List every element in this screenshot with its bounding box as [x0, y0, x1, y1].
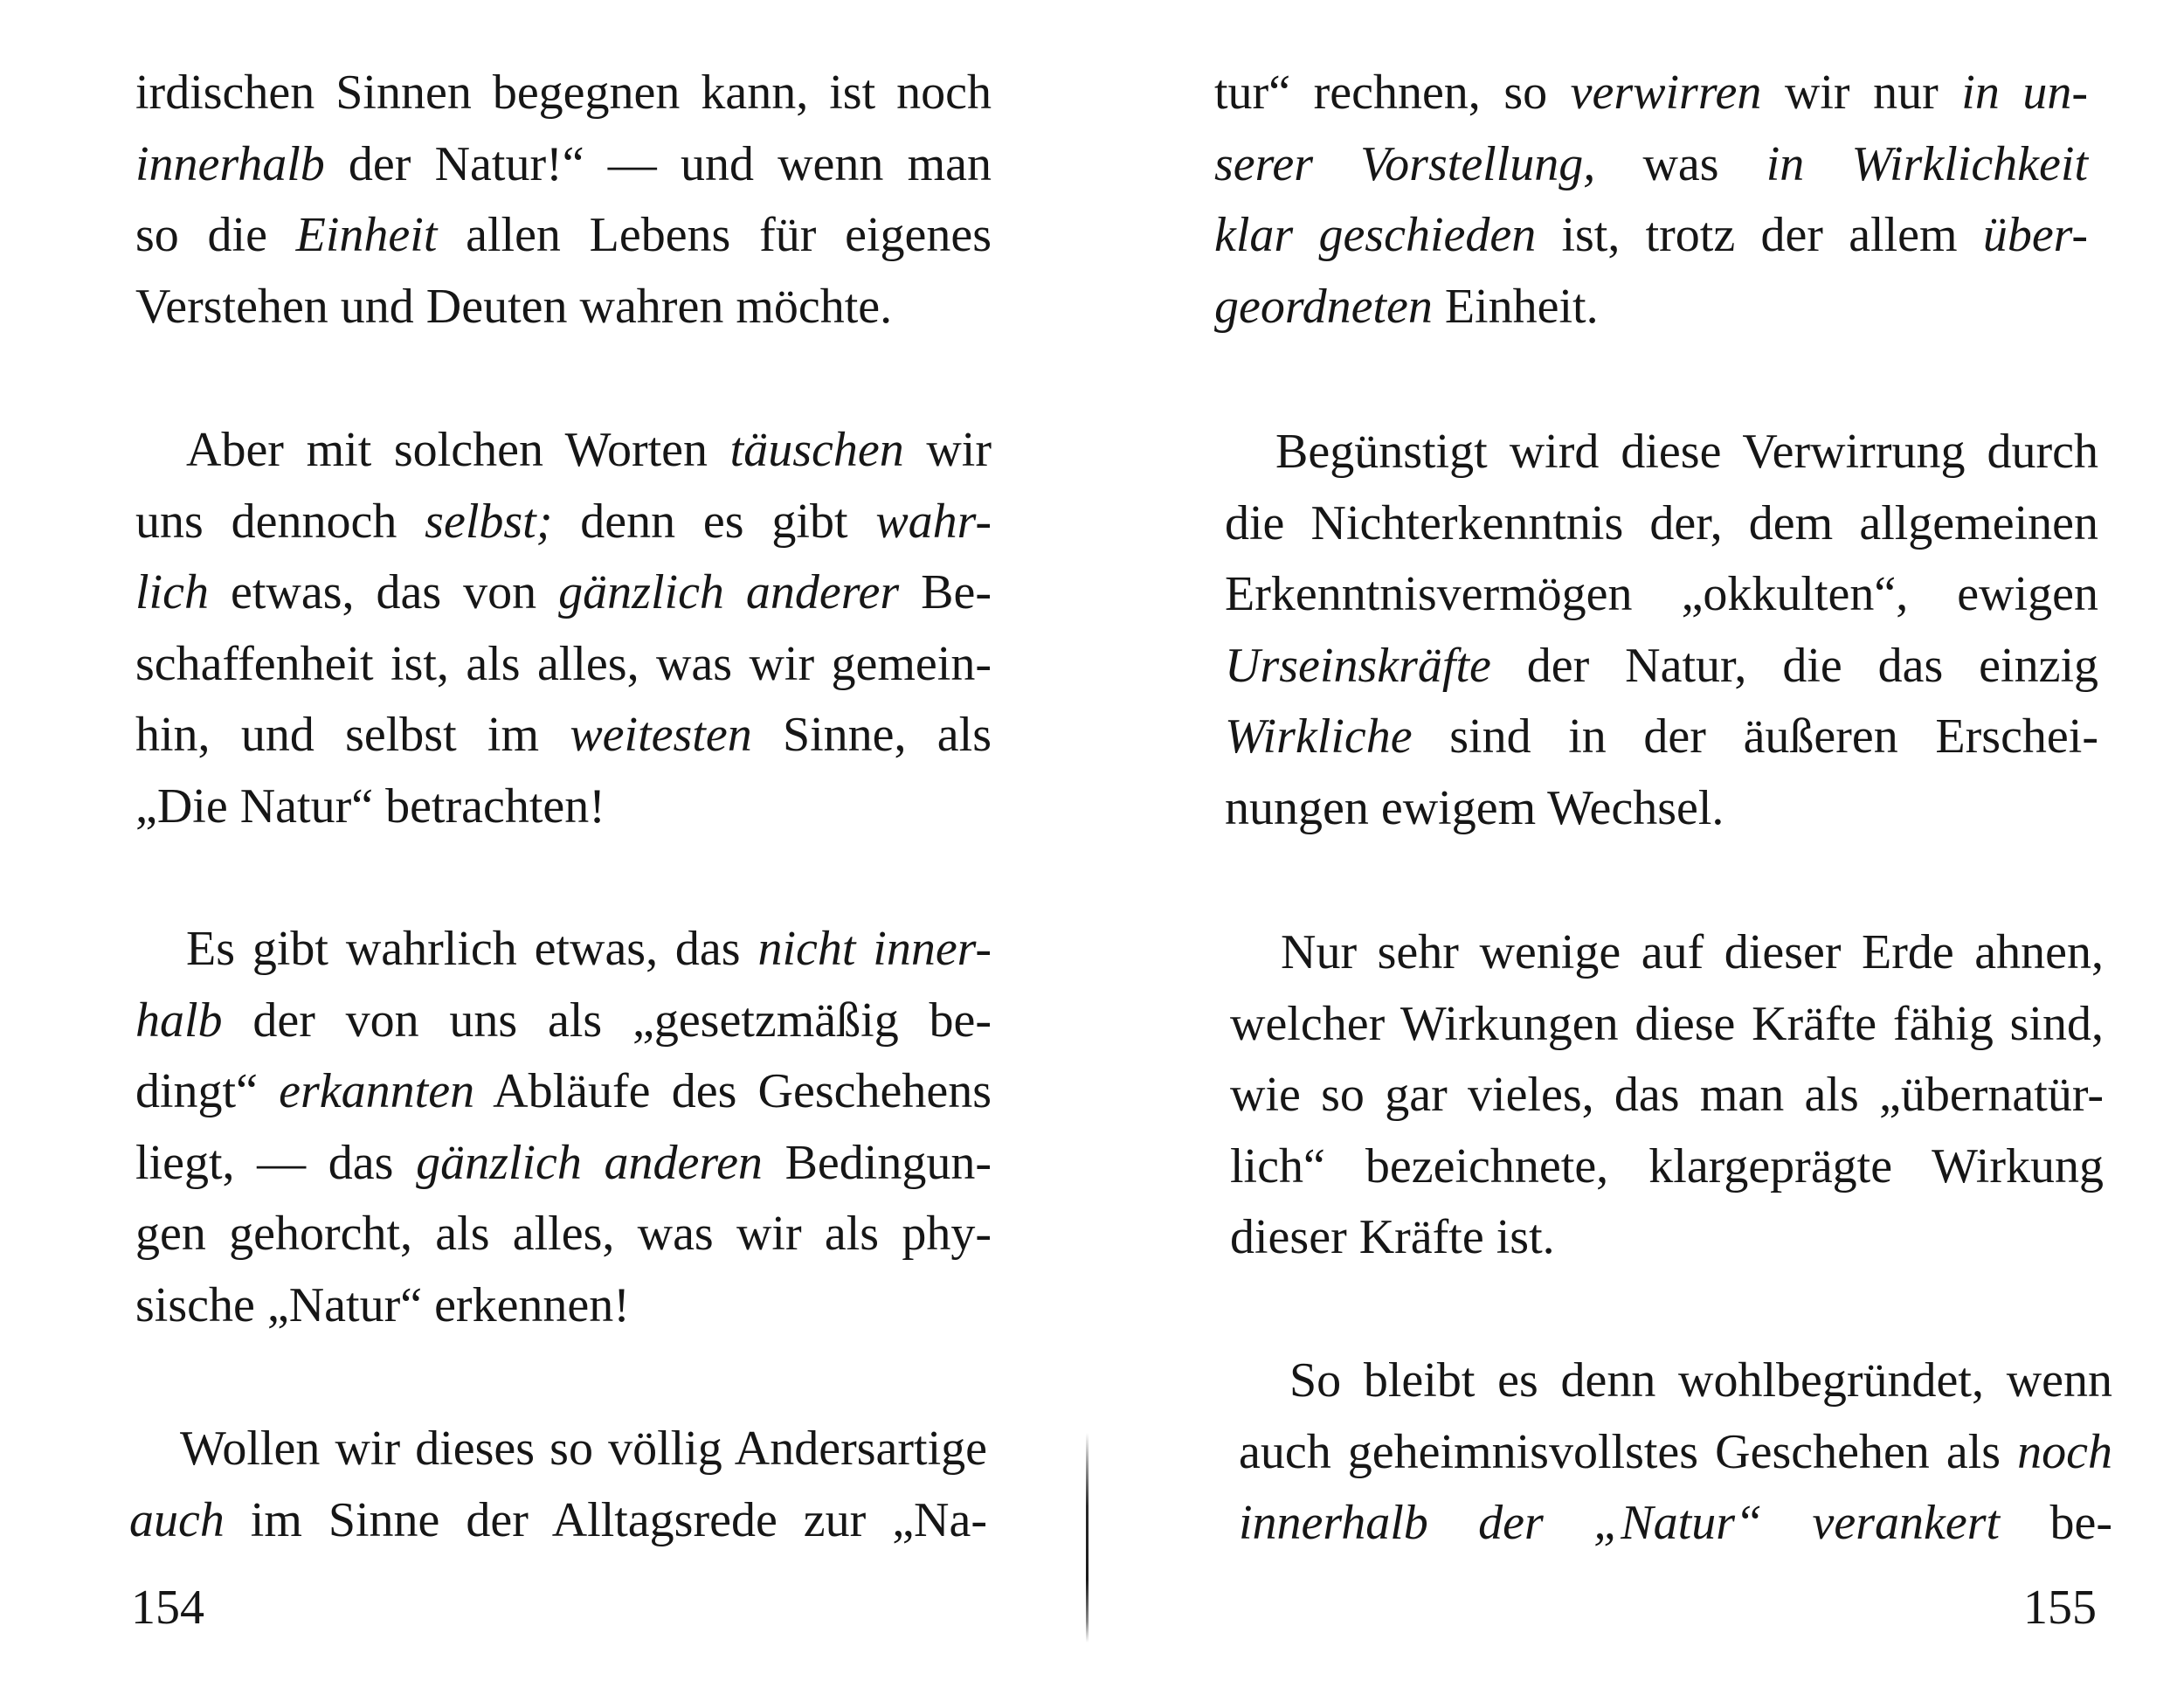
text-line [135, 629, 992, 701]
text-segment: sische „Natur“ erkennen! [135, 1277, 630, 1332]
text-segment: allen Lebens für eigenes [437, 208, 992, 262]
text-segment: uns dennoch [135, 494, 425, 549]
text-segment: Bedingun- [762, 1135, 992, 1190]
italic-text: innerhalb [135, 136, 325, 191]
text-segment: der Natur!“ — und wenn man [324, 136, 992, 191]
italic-text: gänzlich anderer [558, 565, 900, 619]
italic-text: weitesten [570, 708, 752, 762]
text-segment: Begünstigt wird diese Verwirrung durch [1275, 425, 2098, 479]
text-segment: der von uns als „gesetzmäßig be- [222, 993, 992, 1048]
italic-text: klar geschieden [1214, 208, 1537, 262]
italic-text: lich [135, 565, 209, 619]
page-number-right: 155 [2023, 1581, 2097, 1635]
text-segment: be- [2000, 1496, 2112, 1550]
text-segment: schaffenheit ist, als alles, was wir gemein- [135, 636, 992, 691]
text-segment: so die [135, 208, 296, 262]
text-line [1225, 559, 2098, 631]
text-segment: auch geheimnisvollstes Geschehen als [1239, 1424, 2018, 1479]
text-line [135, 200, 992, 272]
italic-text: täuschen [729, 423, 904, 477]
text-line [135, 557, 992, 629]
page-gutter [1086, 1433, 1089, 1643]
text-segment: Abläufe des Geschehens [474, 1064, 992, 1118]
text-segment: dingt“ [135, 1064, 280, 1118]
text-line [1225, 631, 2098, 702]
italic-text: über- [1982, 208, 2088, 262]
italic-text: Wirkliche [1225, 709, 1413, 764]
text-line [1214, 58, 2088, 129]
text-segment: liegt, — das [135, 1135, 417, 1190]
text-segment: gen gehorcht, als alles, was wir als phy- [135, 1207, 992, 1261]
text-segment: hin, und selbst im [135, 708, 570, 762]
text-segment: Erkenntnisvermögen „okkulten“, ewigen [1225, 567, 2098, 621]
text-line [1239, 1417, 2112, 1489]
text-line [135, 914, 992, 986]
italic-text: noch [2017, 1424, 2112, 1479]
text-segment: lich“ bezeichnete, klargeprägte Wirkung [1230, 1138, 2104, 1193]
text-segment: was [1595, 136, 1766, 191]
text-line [135, 272, 992, 343]
text-line [1230, 1060, 2104, 1131]
text-line [1239, 1346, 2112, 1417]
italic-text: Urseinskräfte [1225, 638, 1491, 693]
italic-text: selbst; [425, 494, 553, 549]
right-paragraph-4 [1239, 1346, 2112, 1560]
italic-text: in un- [1961, 66, 2088, 120]
text-segment: tur“ rechnen, so [1214, 66, 1571, 120]
text-line [135, 986, 992, 1057]
text-segment: Wollen wir dieses so völlig Andersartige [180, 1422, 987, 1476]
italic-text: verwirren [1570, 66, 1762, 120]
left-paragraph-2 [135, 415, 992, 842]
left-paragraph-1 [135, 58, 992, 342]
text-segment: welcher Wirkungen diese Kräfte fähig sind, [1230, 996, 2104, 1051]
text-line [135, 415, 992, 487]
italic-text: in Wirklichkeit [1766, 136, 2089, 191]
text-segment: Nur sehr wenige auf dieser Erde ahnen, [1281, 925, 2104, 979]
text-line [135, 700, 992, 771]
text-line [1214, 129, 2088, 201]
text-line [1214, 200, 2088, 272]
right-paragraph-3 [1230, 917, 2104, 1274]
text-segment: sind in der äußeren Erschei- [1412, 709, 2098, 764]
text-segment: So bleibt es denn wohlbegründet, wenn [1289, 1353, 2112, 1408]
italic-text: wahr- [875, 494, 992, 549]
italic-text: geordneten [1214, 279, 1433, 334]
text-segment: Aber mit solchen Worten [186, 423, 730, 477]
text-line [135, 129, 992, 201]
page-number-left: 154 [131, 1581, 204, 1635]
right-paragraph-2 [1225, 417, 2098, 844]
text-segment: wie so gar vieles, das man als „übernatür- [1230, 1068, 2104, 1122]
text-line [1225, 702, 2098, 773]
text-segment: Verstehen und Deuten wahren möchte. [135, 279, 893, 334]
text-line [135, 1128, 992, 1200]
left-paragraph-4 [129, 1414, 987, 1556]
text-line [1225, 773, 2098, 845]
text-segment: der Natur, die das einzig [1490, 638, 2098, 693]
italic-text: serer Vorstellung, [1214, 136, 1596, 191]
text-segment: ist, trotz der allem [1536, 208, 1983, 262]
text-line [135, 58, 992, 129]
text-segment: Einheit. [1432, 279, 1599, 334]
text-segment: Sinne, als [751, 708, 992, 762]
text-segment: nungen ewigem Wechsel. [1225, 780, 1724, 835]
text-line [1230, 1202, 2104, 1274]
right-paragraph-1 [1214, 58, 2088, 342]
italic-text: nicht inner- [757, 922, 992, 976]
italic-text: halb [135, 993, 223, 1048]
text-segment: denn es gibt [552, 494, 876, 549]
right-page [1109, 0, 2184, 1695]
text-segment: „Die Natur“ betrachten! [135, 778, 605, 834]
left-page [0, 0, 1075, 1695]
text-segment: etwas, das von [208, 565, 559, 619]
text-line [129, 1485, 987, 1557]
italic-text: gänzlich anderen [416, 1135, 763, 1190]
italic-text: auch [129, 1492, 225, 1547]
text-line [1225, 488, 2098, 560]
text-line [135, 771, 992, 843]
text-line [135, 487, 992, 558]
text-line [1230, 917, 2104, 989]
text-line [1230, 989, 2104, 1061]
text-line [129, 1414, 987, 1485]
text-line [135, 1270, 992, 1342]
text-segment: dieser Kräfte ist. [1230, 1210, 1555, 1264]
italic-text: innerhalb der „Natur“ verankert [1239, 1496, 2001, 1550]
text-line [1239, 1488, 2112, 1560]
text-segment: irdischen Sinnen begegnen kann, ist noch [135, 66, 992, 120]
text-line [1230, 1131, 2104, 1203]
italic-text: Einheit [295, 208, 438, 262]
text-line [1214, 272, 2088, 343]
text-segment: Be- [899, 565, 992, 619]
text-line [135, 1199, 992, 1270]
text-segment: wir nur [1761, 66, 1962, 120]
left-paragraph-3 [135, 914, 992, 1341]
text-segment: wir [903, 423, 992, 477]
text-segment: im Sinne der Alltagsrede zur „Na- [224, 1492, 987, 1547]
text-line [135, 1056, 992, 1128]
italic-text: erkannten [279, 1064, 475, 1118]
text-segment: Es gibt wahrlich etwas, das [186, 922, 758, 976]
text-line [1225, 417, 2098, 488]
text-segment: die Nichterkenntnis der, dem allgemeinen [1225, 495, 2098, 550]
